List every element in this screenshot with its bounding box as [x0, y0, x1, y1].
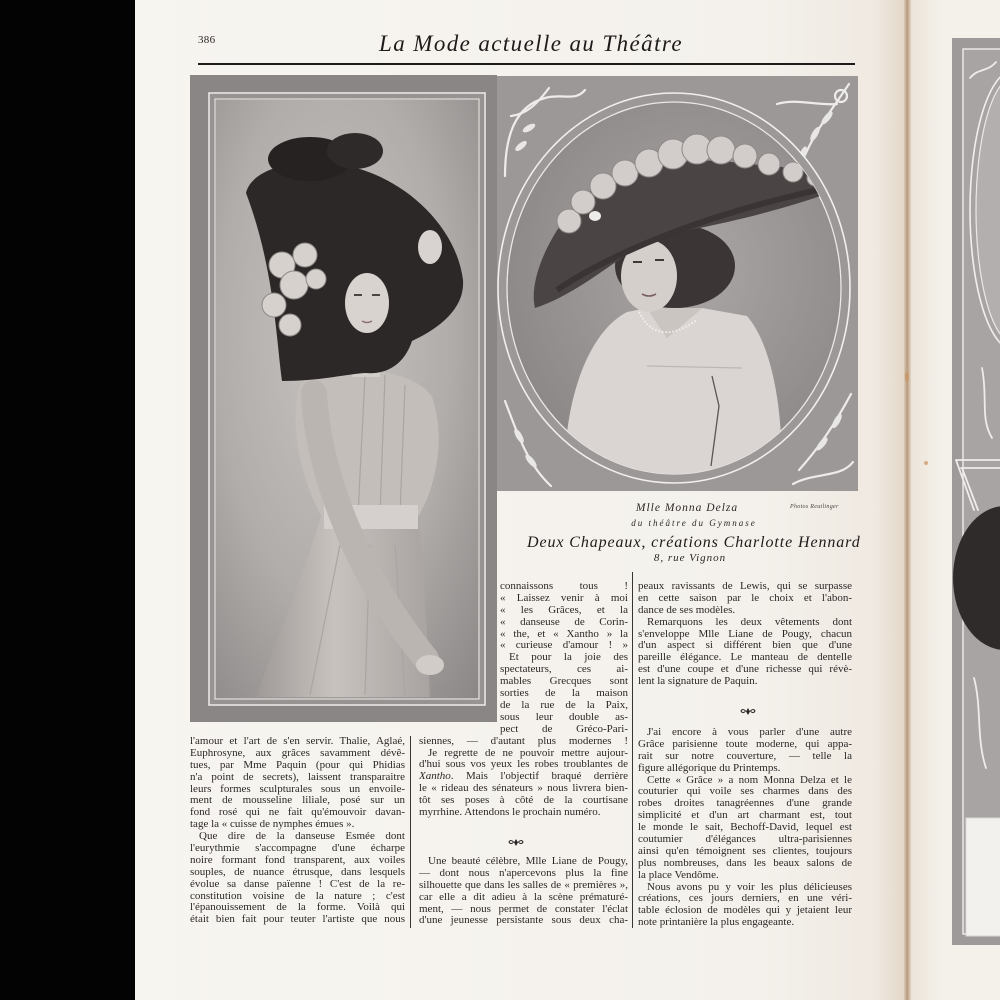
paragraph — [419, 856, 628, 927]
text-line: pect de Gréco-Pari- — [500, 722, 628, 735]
text-line: peaux ravissants de Lewis, qui se surpasse — [638, 580, 852, 592]
text-line: leurs formes sculpturales sous un envoile- — [190, 782, 405, 795]
text-line: J'ai encore à vous parler d'une autre — [647, 726, 852, 738]
column-rule — [410, 736, 411, 928]
text-line: pareille élégance. Le manteau de dentelle — [638, 651, 852, 664]
text-line: dance de ses modèles. — [638, 603, 736, 616]
text-line: le « rideau des sénateurs » nous livrera bien- — [419, 782, 628, 795]
text-line: lent la signature de Paquin. — [638, 675, 758, 688]
page-gutter-fold — [904, 0, 911, 1000]
paragraph — [190, 736, 405, 831]
text-line: Que dire de la danseuse Esmée dont — [199, 830, 405, 843]
photo-round-portrait-monna-delza — [497, 76, 858, 491]
text-line: la place Vendôme. — [638, 868, 719, 881]
text-line: évolue sa danse païenne ! C'est de la re- — [190, 877, 405, 890]
text-line: créations, ces jours derniers, en une véri- — [638, 892, 852, 905]
text-line: tôt ses poses à côté de la courtisane — [419, 794, 628, 807]
text-line: mables Grecques sont — [500, 675, 628, 688]
paragraph — [419, 736, 628, 748]
column-rule — [632, 572, 633, 928]
text-column-left — [190, 736, 405, 926]
text-line: « danseuse de Corin- — [500, 615, 628, 628]
text-line: noire formant fond transparent, aux voiles — [190, 853, 405, 866]
paragraph — [190, 831, 405, 926]
paragraph — [500, 581, 628, 652]
text-line: est d'une coupe et d'une richesse qui révè- — [638, 663, 852, 676]
text-line: myrrhine. Attendons le prochain numéro. — [419, 806, 601, 819]
fleuron-icon — [740, 703, 756, 712]
text-line: Cette « Grâce » a nom Monna Delza et le — [647, 773, 852, 786]
text-run: . Mais l'objectif braqué derrière — [450, 770, 628, 783]
text-line: Grâce parisienne toute moderne, qui appa- — [638, 737, 852, 750]
photo-standing-woman-in-hat — [190, 75, 497, 722]
text-line: sous leur double as- — [500, 710, 628, 723]
text-column-middle-top — [500, 581, 628, 736]
running-title: La Mode actuelle au Théâtre — [379, 31, 683, 56]
paragraph — [638, 581, 852, 617]
text-line: constitution voisine de la nature ; c'est — [190, 889, 405, 902]
text-column-right-after-break — [638, 727, 852, 929]
paragraph — [638, 882, 852, 930]
caption-actress-name: Mlle Monna Delza — [635, 502, 739, 514]
text-line: l'eurythmie s'accompagne d'une écharpe — [190, 842, 405, 855]
text-line: était bien fait pour teuter l'artiste que nous — [190, 913, 405, 926]
text-line: ment de mousseline liliale, posé sur un — [190, 794, 405, 807]
text-line: « the, et « Xantho » la — [500, 627, 628, 640]
text-line: le monde le sait, Bechoff-David, lequel est — [638, 821, 852, 834]
text-line: spectateurs, ces ai- — [500, 663, 628, 676]
scan-background — [0, 0, 135, 1000]
text-line: en cette saison par le choix et l'abon- — [638, 591, 852, 604]
paper-stain — [924, 461, 928, 465]
text-line: l'épanouissement de la forme. Voilà qui — [190, 901, 405, 914]
text-line: Une beauté célèbre, Mlle Liane de Pougy, — [428, 855, 628, 867]
caption-address: 8, rue Vignon — [653, 552, 727, 564]
paragraph — [419, 748, 628, 819]
text-line: connaissons tous ! — [500, 580, 628, 592]
paragraph — [638, 617, 852, 688]
text-line: Et pour la joie des — [509, 651, 628, 664]
text-line: ainsi qu'en témoignent ses clientes, toujours — [638, 844, 852, 857]
text-line: tage la « cuisse de nymphes émues ». — [190, 818, 355, 831]
text-line: Nous avons pu y voir les plus délicieuses — [647, 880, 852, 893]
text-column-middle-continued — [419, 736, 628, 819]
text-line: souples, de nuance étrusque, dans lesquels — [190, 865, 405, 878]
text-line: table éclosion de modèles qui y jetaient leur — [638, 904, 852, 917]
text-line: d'une jeunesse persistante sous deux cha- — [419, 914, 628, 927]
text-line: rait sur notre couverture, — telle la — [638, 749, 852, 762]
text-line: « Laissez venir à moi — [500, 591, 628, 604]
header-rule — [198, 63, 855, 65]
text-line: d'un aspect si différent bien que d'une — [638, 639, 852, 652]
text-line: n'a point de secrets), laissent transparaitre — [190, 770, 405, 783]
text-line: sorties de la maison — [500, 687, 628, 700]
photo-round-illustration — [497, 76, 858, 491]
paragraph — [638, 775, 852, 882]
text-column-middle-after-break — [419, 856, 628, 927]
paragraph — [638, 727, 852, 775]
text-line: coutumier d'élégances ultra-parisiennes — [638, 833, 852, 846]
text-line: « les Grâces, et la — [500, 603, 628, 616]
text-line: s'enveloppe Mlle Liane de Pougy, chacun — [638, 627, 852, 640]
text-line: de la rue de la Paix, — [500, 698, 628, 711]
paragraph — [500, 652, 628, 735]
text-column-right-top — [638, 581, 852, 688]
text-line: Remarquons les deux vêtements dont — [647, 615, 852, 628]
text-line: « curieuse d'amour ! » — [500, 639, 628, 652]
text-line: — dont nous n'apercevons plus la fine — [419, 866, 628, 879]
text-line: d'hui sous vos yeux les robes troublantes de — [419, 758, 628, 771]
text-line: ment, — nous permet de constater l'éclat — [419, 902, 628, 915]
text-line: fond rosé qui ne fait qu'émouvoir davan- — [190, 806, 405, 819]
text-line: couturier qui voile ses charmes dans des — [638, 785, 852, 798]
text-line: Je regrette de ne pouvoir mettre aujour- — [428, 746, 628, 759]
text-line: tues, par Mme Paquin (pour qui Phidias — [190, 758, 405, 771]
text-line: silhouette que dans les salles de « premières », — [419, 878, 628, 891]
italic-text: Xantho — [419, 770, 451, 783]
page-number: 386 — [198, 34, 216, 46]
text-line: l'amour et l'art de s'en servir. Thalie, Aglaé, — [190, 735, 405, 747]
caption-title: Deux Chapeaux, créations Charlotte Hennard — [527, 534, 861, 551]
text-line: car elle a dit adieu à la scène prématuré- — [419, 890, 628, 903]
text-line: note printanière la plus engageante. — [638, 916, 795, 929]
text-line: simplicité et d'un art charmant est, tout — [638, 809, 852, 822]
caption-theatre: du théâtre du Gymnase — [631, 518, 757, 528]
paper-stain — [905, 372, 909, 382]
text-line: robes droites tanagréennes d'une grande — [638, 797, 852, 810]
photo-credit: Photos Reutlinger — [790, 504, 839, 510]
photo-next-page-partial — [952, 38, 1000, 945]
fleuron-icon — [508, 834, 524, 843]
photo-next-illustration — [952, 38, 1000, 945]
text-line: figure allégorique du Printemps. — [638, 761, 781, 774]
text-line: Euphrosyne, aux grâces savamment dévê- — [190, 746, 405, 759]
text-line: plus nombreuses, dans les beaux salons de — [638, 856, 852, 869]
text-line: siennes, — d'autant plus modernes ! — [419, 734, 628, 747]
photo-left-illustration — [190, 75, 497, 722]
